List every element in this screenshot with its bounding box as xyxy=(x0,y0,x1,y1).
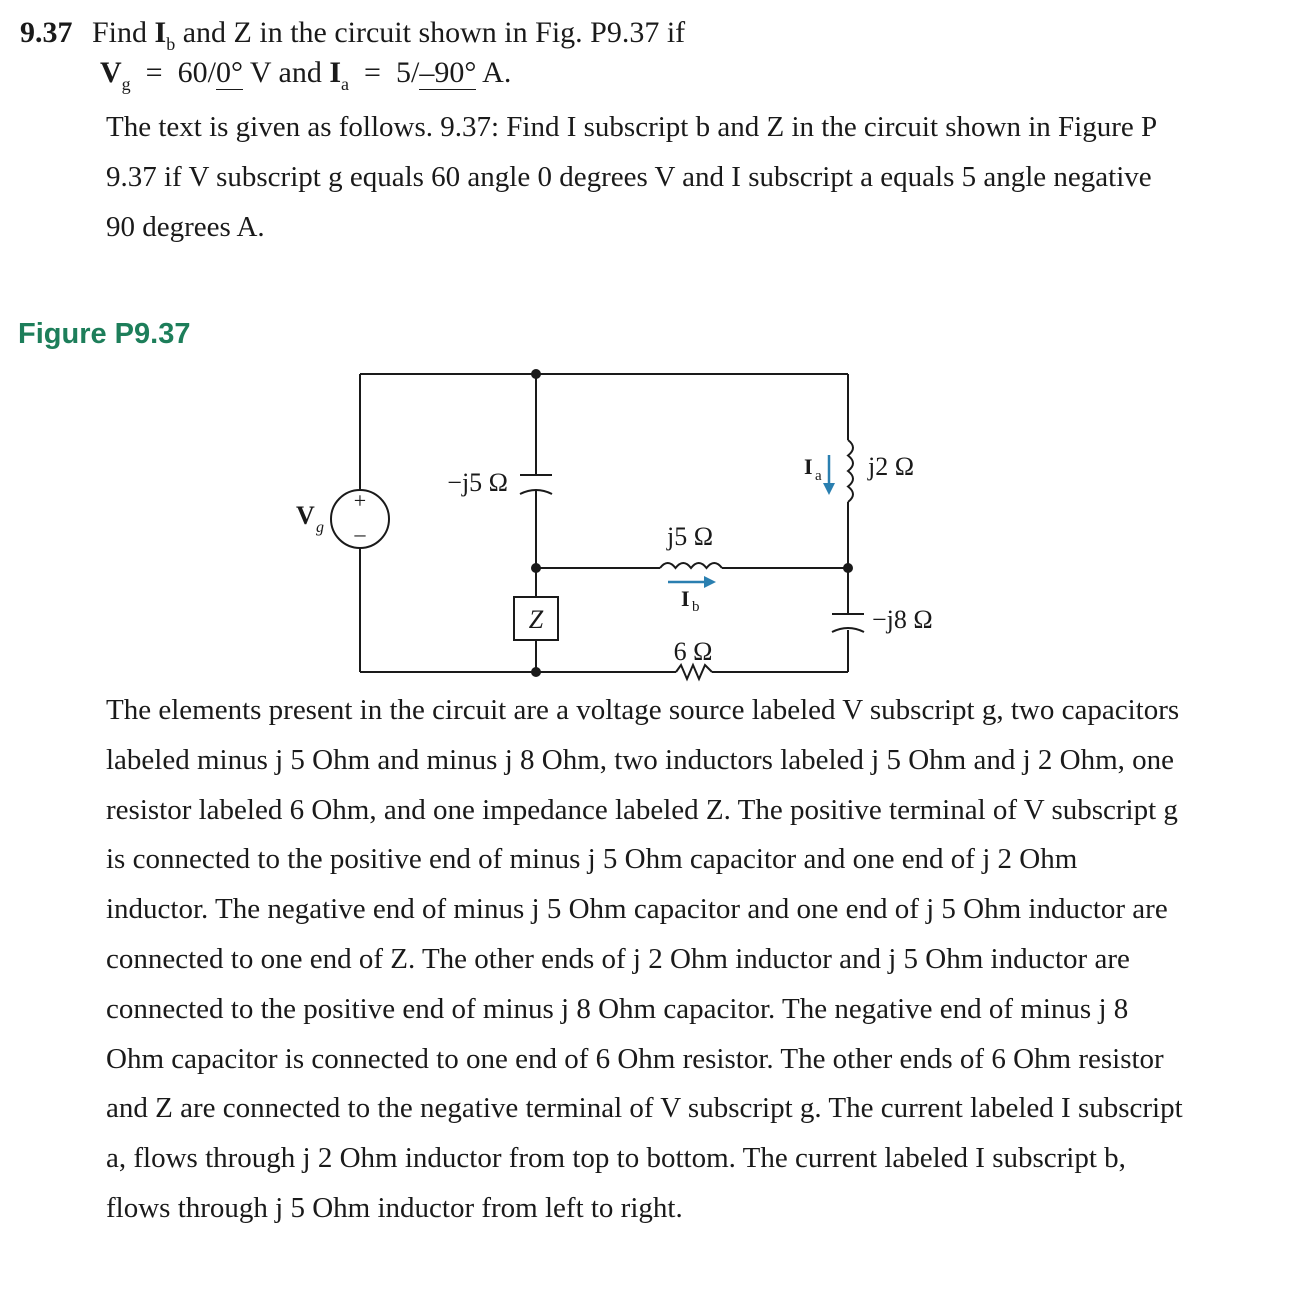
voltage-source xyxy=(331,488,389,548)
source-sub: g xyxy=(316,519,324,536)
capacitor-j8-label: −j8 Ω xyxy=(872,605,933,634)
ia-symbol: I xyxy=(329,56,342,89)
problem-number: 9.37 xyxy=(20,16,73,49)
impedance-z-label: Z xyxy=(528,605,544,634)
ib-symbol: I xyxy=(154,16,167,49)
alt-text-problem: The text is given as follows. 9.37: Find I subscript b and Z in the circuit shown in Figure P 9.37 if V subscript g equals 60 angle 0 degrees V and I subscript a equals 5 angle negative 90 degrees A. xyxy=(106,111,1157,243)
ia-label: I xyxy=(804,454,813,479)
ia-sub: a xyxy=(815,468,822,484)
source-label: V xyxy=(296,501,315,530)
capacitor-j5-label: −j5 Ω xyxy=(447,468,508,497)
resistor-6-label: 6 Ω xyxy=(673,637,713,666)
figure-label: Figure P9.37 xyxy=(18,318,191,350)
vg-angle: 0° xyxy=(215,56,243,89)
vg-magnitude: 60 xyxy=(177,56,208,89)
problem-statement: 9.37 Find $I_b$ and Z in the circuit shown in Fig. P9.37 if xyxy=(20,16,686,54)
ia-angle: –90° xyxy=(419,56,477,89)
inductor-j5-label: j5 Ω xyxy=(666,522,714,551)
source-plus: + xyxy=(353,488,367,513)
node-top-middle xyxy=(531,369,541,379)
ib-label: I xyxy=(681,586,690,611)
inductor-j5 xyxy=(660,563,722,568)
alt-text-circuit: The elements present in the circuit are a voltage source labeled V subscript g, two capacitors labeled minus j 5 Ohm and minus j 8 Ohm, two inductors labeled j 5 Ohm and j 2 Ohm, one resistor labeled 6 Ohm, and one impedance labeled Z. The positive terminal of V subscript g is connected to the positive end of minus j 5 Ohm capacitor and one end of j 2 Ohm inductor. The negative end of minus j 5 Ohm capacitor and one end of j 5 Ohm inductor are connected to one end of Z. The other ends of j 2 Ohm inductor and j 5 Ohm inductor are connected to the positive end of minus j 8 Ohm capacitor. The negative end of minus j 8 Ohm capacitor is connected to one end of 6 Ohm resistor. The other ends of 6 Ohm resistor and Z are connected to the negative terminal of V subscript g. The current labeled I subscript a, flows through j 2 Ohm inductor from top to bottom. The current labeled I subscript b, flows through j 5 Ohm inductor from left to right. xyxy=(106,694,1183,1224)
vg-symbol: V xyxy=(100,56,122,89)
ib-arrow-icon xyxy=(668,576,716,588)
resistor-6 xyxy=(676,665,712,679)
ia-magnitude: 5 xyxy=(395,56,411,89)
inductor-j2-label: j2 Ω xyxy=(868,452,915,481)
angle-symbol: / xyxy=(410,56,420,89)
circuit-wires xyxy=(360,374,848,672)
ia-arrow-icon xyxy=(823,455,835,495)
source-minus: – xyxy=(354,521,366,546)
angle-symbol: / xyxy=(207,56,216,89)
node-right xyxy=(843,563,853,573)
ib-sub: b xyxy=(692,599,700,615)
problem-given-values: $V_g = 60/0^\circ$ V and $I_a = 5/-90^\circ$ A. xyxy=(100,56,512,94)
node-bottom xyxy=(531,667,541,677)
inductor-j2 xyxy=(848,440,853,502)
node-middle xyxy=(531,563,541,573)
capacitor-j8 xyxy=(832,614,864,632)
